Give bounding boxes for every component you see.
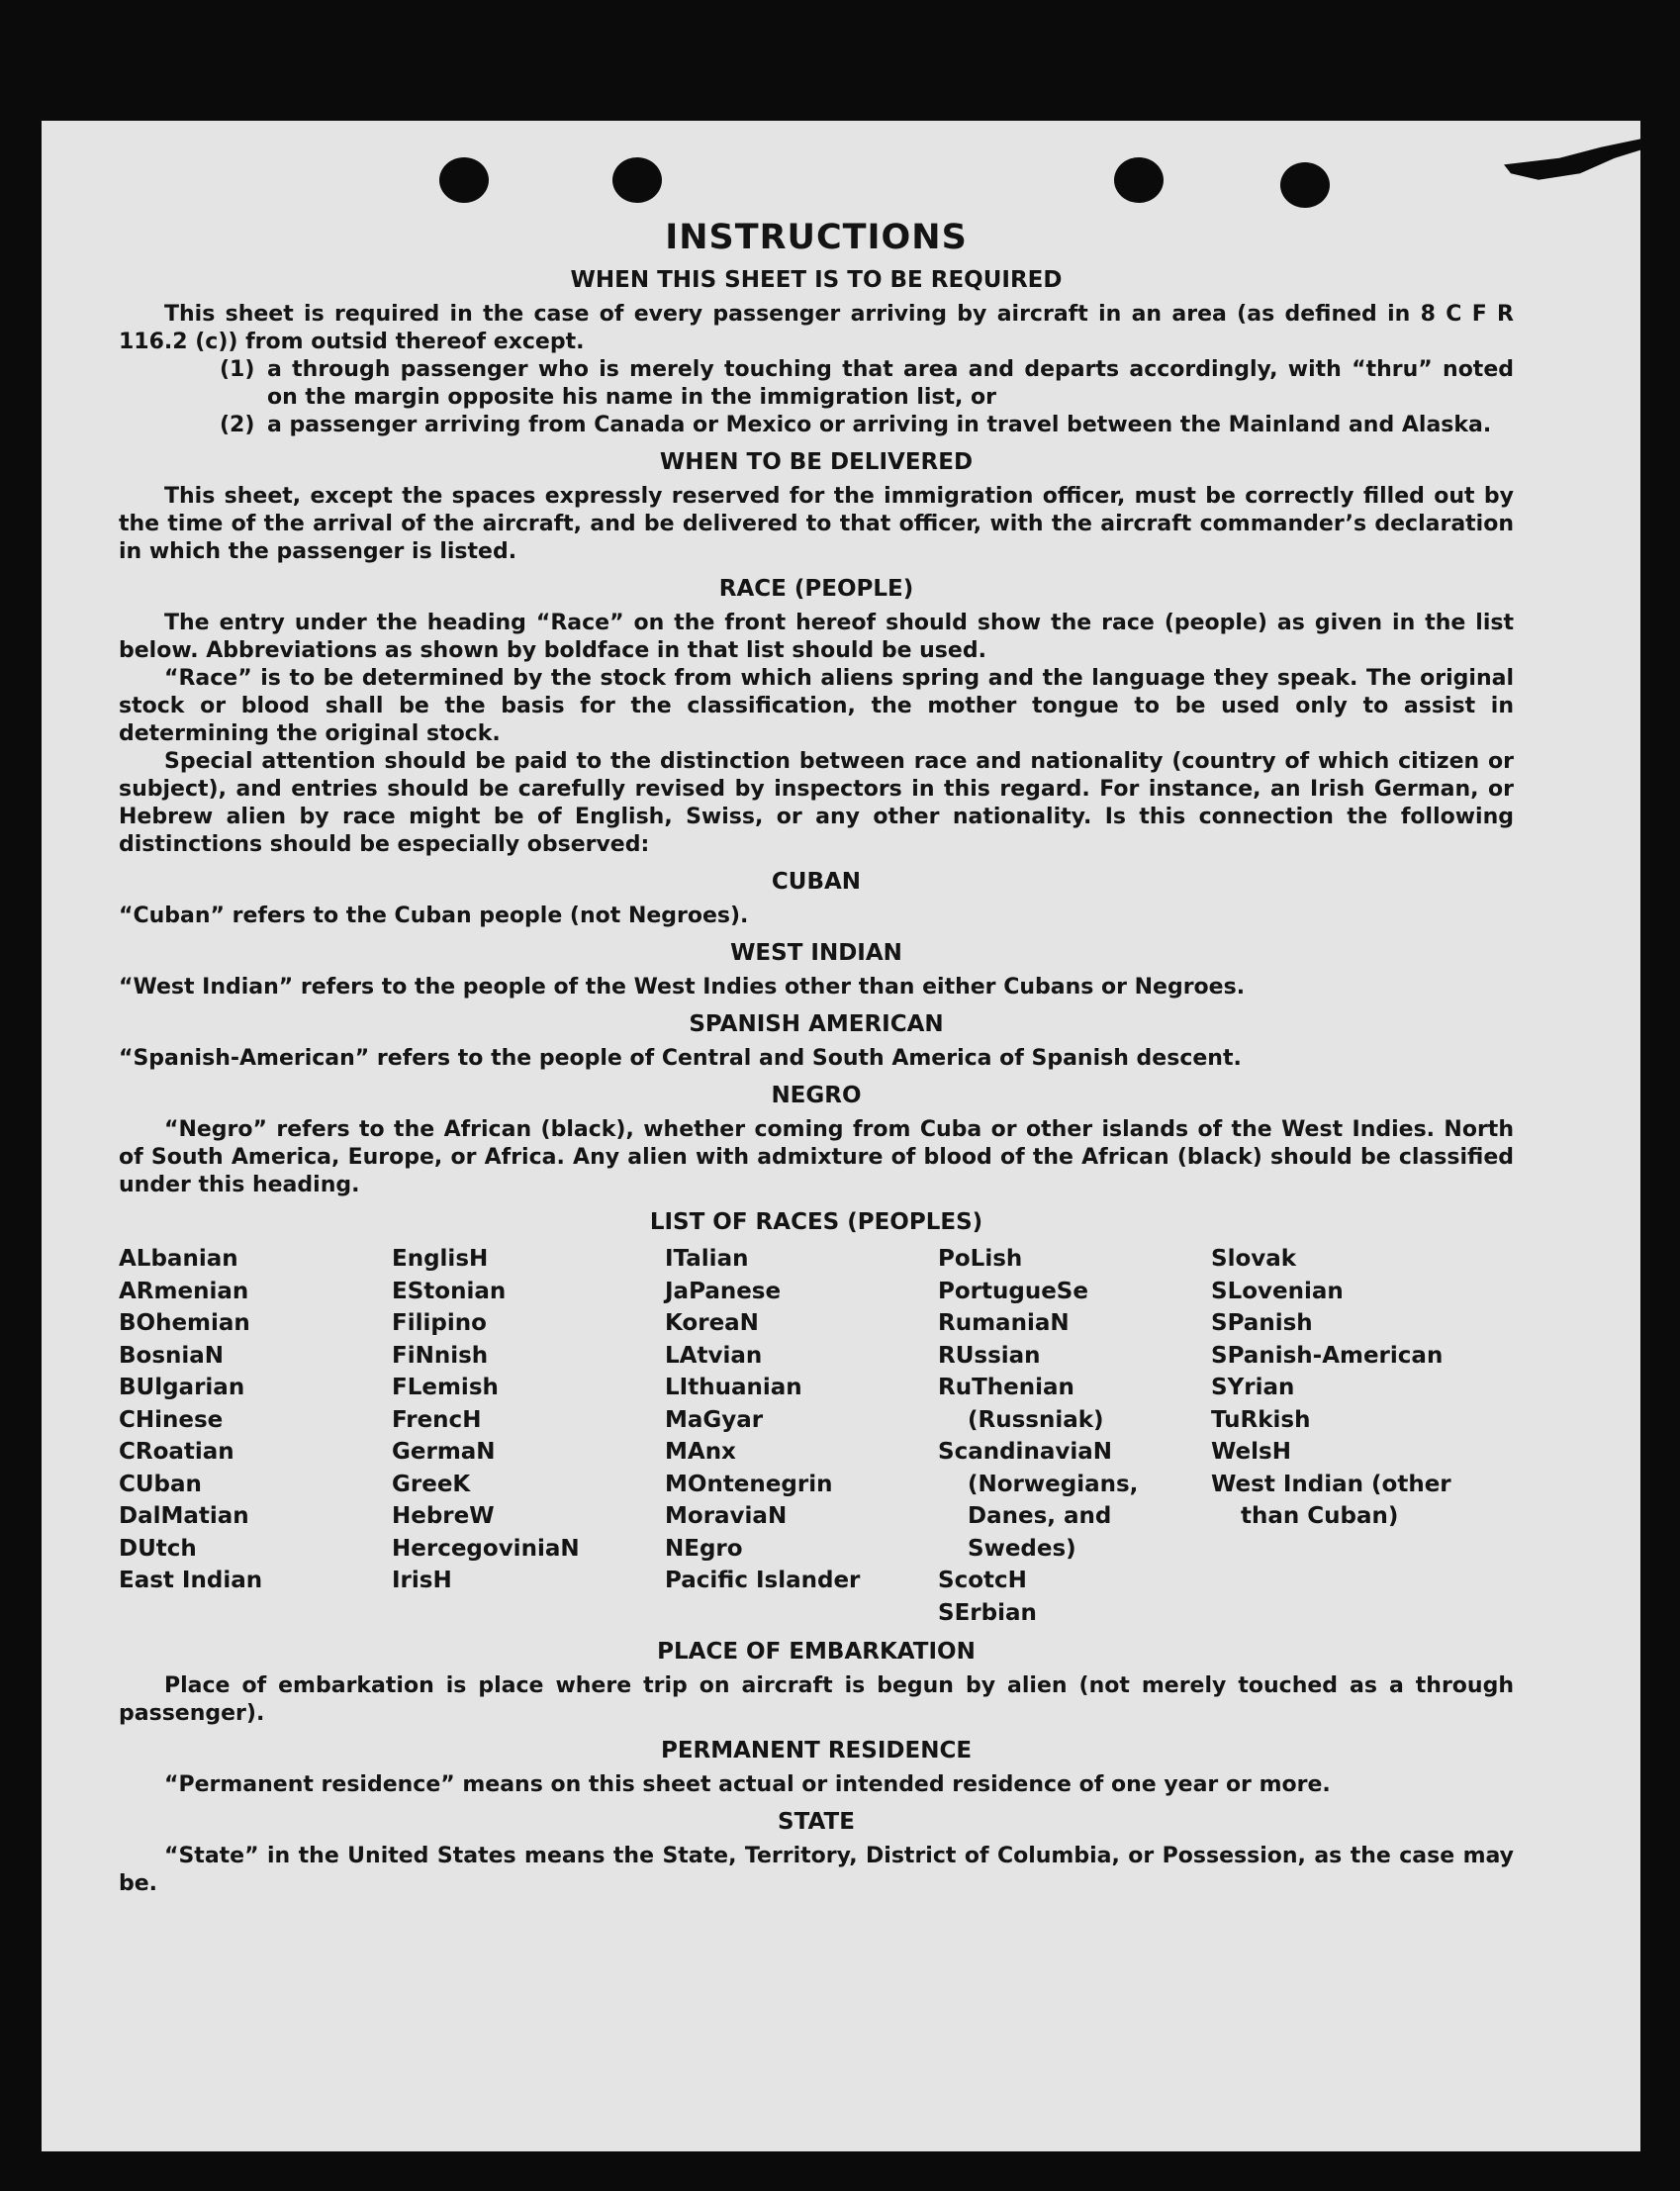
race-entry: DUtch [119, 1535, 197, 1562]
punch-hole [439, 157, 489, 203]
race-entry: SLovenian [1211, 1278, 1344, 1304]
torn-corner [1504, 139, 1642, 182]
races-column [665, 1243, 938, 1629]
race-entry: BUlgarian [119, 1375, 245, 1400]
race-entry: West Indian (other than Cuban) [1211, 1471, 1451, 1529]
exception-item [119, 356, 1514, 412]
race-entry: CUban [119, 1471, 202, 1497]
race-entry: MoraviaN [665, 1503, 788, 1529]
race-entry: ScandinaviaN (Norwegians, Danes, and Swedes) [938, 1439, 1139, 1562]
spanish-american-text: “Spanish-American” refers to the people of Central and South America of Spanish descent. [119, 1046, 1242, 1071]
race-entry: ITalian [665, 1246, 749, 1272]
punch-hole [612, 157, 662, 203]
race-entry: RuThenian (Russniak) [938, 1375, 1104, 1433]
race-entry: MAnx [665, 1439, 736, 1465]
race-entry: WelsH [1211, 1439, 1291, 1465]
punch-hole [1114, 157, 1164, 203]
race-entry: RUssian [938, 1342, 1041, 1369]
race-entry: GreeK [392, 1471, 471, 1497]
race-entry: SYrian [1211, 1375, 1295, 1400]
race-entry: FiNnish [392, 1342, 489, 1369]
races-column [392, 1243, 665, 1629]
heading-list-of-races: LIST OF RACES (PEOPLES) [649, 1209, 983, 1235]
heading-negro: NEGRO [771, 1083, 862, 1108]
heading-delivered: WHEN TO BE DELIVERED [659, 449, 974, 475]
race-entry: CHinese [119, 1406, 224, 1433]
race-entry: KoreaN [665, 1310, 759, 1336]
residence-text: “Permanent residence” means on this sheet actual or intended residence of one year or more. [164, 1772, 1331, 1797]
race-entry: ScotcH [938, 1568, 1027, 1593]
required-intro: This sheet is required in the case of every passenger arriving by aircraft in an area (as defined in 8 C F R 116.2 (c)) from outsid thereof except. [119, 302, 1514, 354]
exception-number: (2) [220, 413, 255, 437]
race-entry: IrisH [392, 1568, 452, 1593]
cuban-text: “Cuban” refers to the Cuban people (not Negroes). [119, 904, 749, 928]
race-entry: Filipino [392, 1310, 487, 1336]
race-entry: BOhemian [119, 1310, 250, 1336]
race-entry: MOntenegrin [665, 1471, 833, 1497]
heading-spanish-american: SPANISH AMERICAN [689, 1011, 944, 1037]
heading-west-indian: WEST INDIAN [730, 940, 902, 966]
exception-number: (1) [220, 357, 255, 382]
state-text: “State” in the United States means the State, Territory, District of Columbia, or Possession, as the case may be. [119, 1844, 1514, 1896]
exception-item [119, 412, 1514, 439]
punch-hole [1280, 162, 1330, 208]
west-indian-text: “West Indian” refers to the people of the West Indies other than either Cubans or Negroes. [119, 975, 1246, 1000]
race-entry: TuRkish [1211, 1406, 1311, 1433]
race-entry: FLemish [392, 1375, 499, 1400]
race-entry: EnglisH [392, 1246, 489, 1272]
race-entry: DalMatian [119, 1503, 249, 1529]
race-entry: CRoatian [119, 1439, 234, 1465]
race-paragraph: Special attention should be paid to the distinction between race and nationality (country of which citizen or subject), and entries should be carefully revised by inspectors in this regard. For instance, an Irish German, or Hebrew alien by race might be of English, Swiss, or any other nationality. Is this connection the following distinctions should be especially observed: [119, 749, 1514, 857]
document-content [119, 218, 1514, 1898]
race-entry: GermaN [392, 1439, 496, 1465]
race-entry: ARmenian [119, 1278, 249, 1304]
races-column [1211, 1243, 1484, 1629]
race-entry: SErbian [938, 1599, 1037, 1626]
races-column [119, 1243, 392, 1629]
race-entry: LIthuanian [665, 1375, 802, 1400]
race-entry: FrencH [392, 1406, 482, 1433]
embarkation-text: Place of embarkation is place where trip on aircraft is begun by alien (not merely touched as a through passenger). [119, 1673, 1514, 1726]
race-entry: SPanish-American [1211, 1342, 1444, 1369]
race-entry: JaPanese [665, 1278, 782, 1304]
heading-cuban: CUBAN [771, 869, 862, 895]
heading-race: RACE (PEOPLE) [718, 576, 914, 602]
delivered-text: This sheet, except the spaces expressly reserved for the immigration officer, must be correctly filled out by the time of the arrival of the aircraft, and be delivered to that officer, with the aircraft commander’s declaration in which the passenger is listed. [119, 484, 1514, 564]
race-entry: HercegoviniaN [392, 1535, 580, 1562]
race-entry: NEgro [665, 1535, 743, 1562]
heading-state: STATE [778, 1809, 855, 1835]
document-title: INSTRUCTIONS [665, 218, 968, 257]
race-paragraph: “Race” is to be determined by the stock from which aliens spring and the language they speak. The original stock or blood shall be the basis for the classification, the mother tongue to be used only to assist in determining the original stock. [119, 666, 1514, 746]
race-entry: HebreW [392, 1503, 495, 1529]
races-column [938, 1243, 1211, 1629]
races-list [119, 1243, 1514, 1629]
race-entry: MaGyar [665, 1406, 764, 1433]
race-entry: PoLish [938, 1246, 1023, 1272]
heading-required: WHEN THIS SHEET IS TO BE REQUIRED [570, 267, 1063, 293]
race-entry: ALbanian [119, 1246, 238, 1272]
race-entry: EStonian [392, 1278, 507, 1304]
race-entry: Slovak [1211, 1246, 1297, 1272]
race-entry: BosniaN [119, 1342, 225, 1369]
race-entry: RumaniaN [938, 1310, 1070, 1336]
race-entry: Pacific Islander [665, 1568, 861, 1593]
heading-embarkation: PLACE OF EMBARKATION [657, 1639, 976, 1665]
race-entry: East Indian [119, 1568, 263, 1593]
race-entry: SPanish [1211, 1310, 1313, 1336]
negro-text: “Negro” refers to the African (black), whether coming from Cuba or other islands of the West Indies. North of South America, Europe, or Africa. Any alien with admixture of blood of the African (black) should be classified under this heading. [119, 1117, 1514, 1197]
exception-text: a passenger arriving from Canada or Mexico or arriving in travel between the Mainland and Alaska. [267, 413, 1492, 437]
heading-permanent-residence: PERMANENT RESIDENCE [660, 1738, 973, 1763]
race-entry: LAtvian [665, 1342, 763, 1369]
race-paragraph: The entry under the heading “Race” on the front hereof should show the race (people) as given in the list below. Abbreviations as shown by boldface in that list should be used. [119, 611, 1514, 663]
exception-text: a through passenger who is merely touching that area and departs accordingly, with “thru” noted on the margin opposite his name in the immigration list, or [267, 357, 1514, 410]
race-entry: PortugueSe [938, 1278, 1088, 1304]
